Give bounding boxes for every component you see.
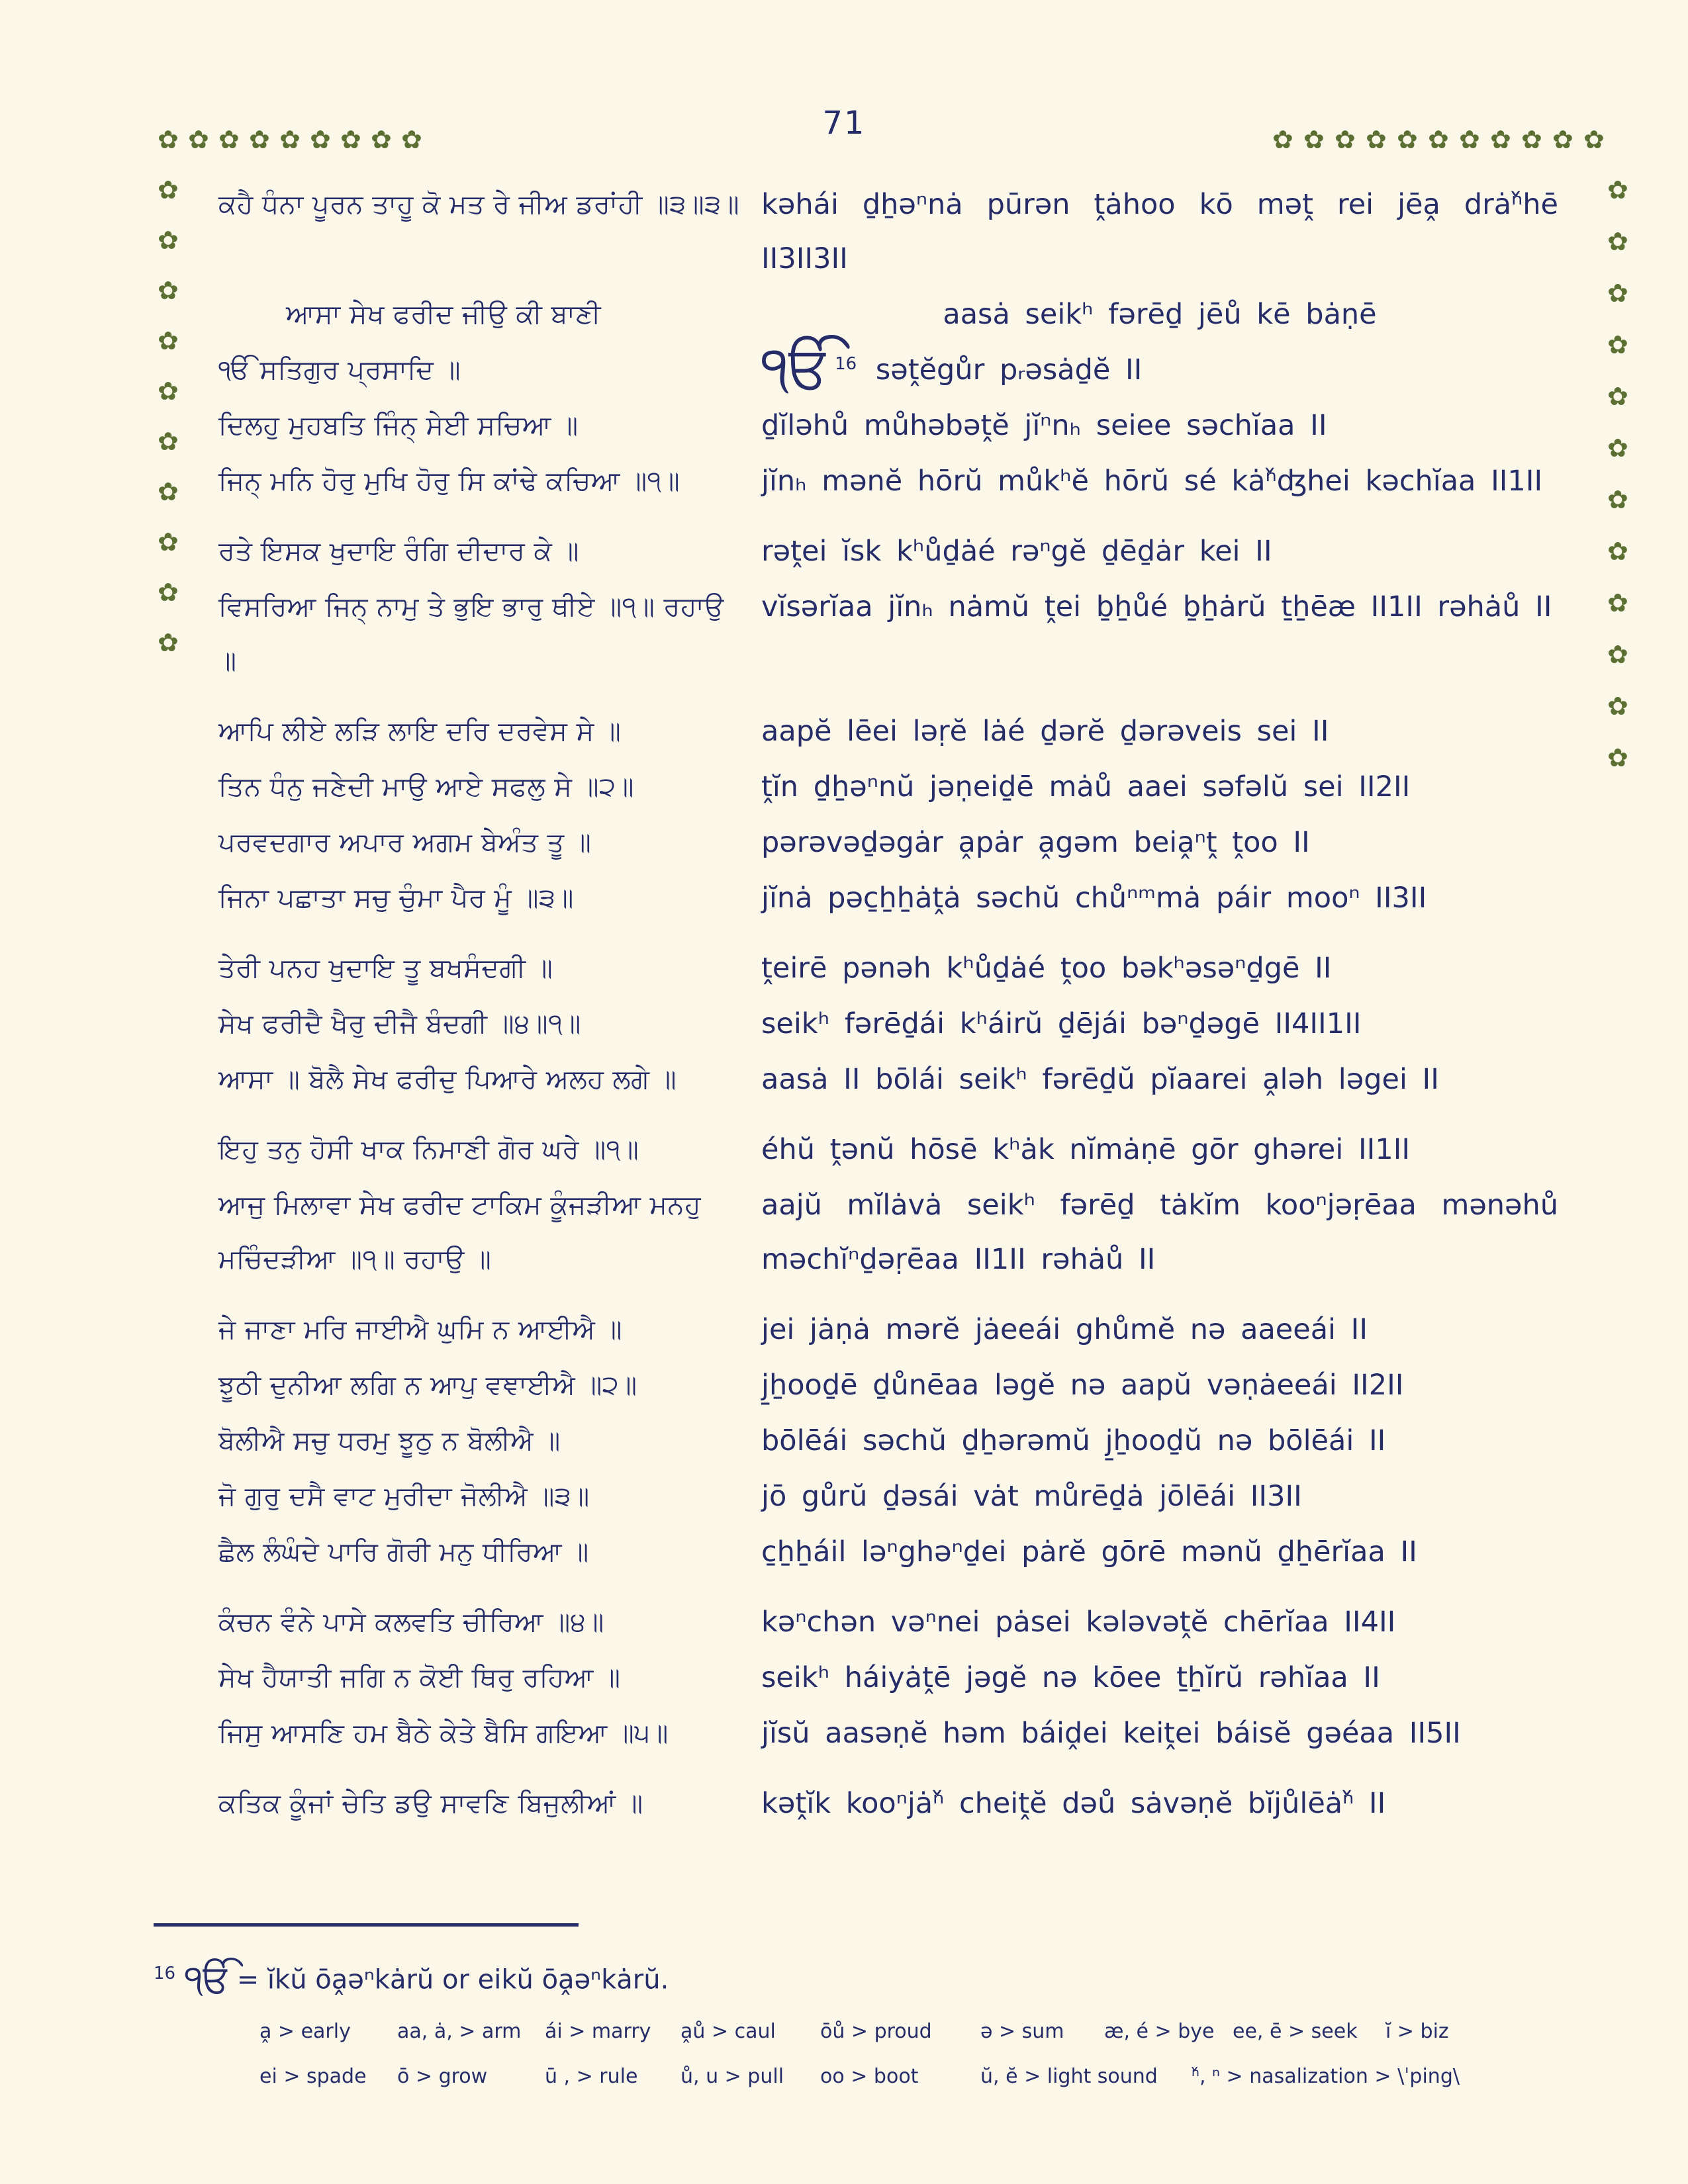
flower-icon: ✿ bbox=[1607, 692, 1628, 721]
flower-icon: ✿ bbox=[1607, 433, 1628, 463]
verse-pair-heading bbox=[218, 287, 1582, 341]
gurmukhi-line: ਕੰਚਨ ਵੰਨੇ ਪਾਸੇ ਕਲਵਤਿ ਚੀਰਿਆ ॥੪॥ bbox=[218, 1607, 604, 1637]
flower-icon: ✿ bbox=[1428, 125, 1449, 154]
transliteration-line: aajŭ mĭlȧvȧ seikʰ fərēḏ tȧkĭm kooⁿjəṛēaa mənəhů məchĭⁿḏəṛēaa II1II rəhȧů II bbox=[761, 1189, 1558, 1276]
page-number: 71 bbox=[822, 105, 866, 142]
verse-pair bbox=[218, 1052, 1582, 1107]
flower-icon: ✿ bbox=[279, 125, 301, 154]
verse-pair bbox=[218, 1414, 1582, 1468]
flower-icon: ✿ bbox=[371, 125, 392, 154]
footnote-reference: 16 bbox=[835, 353, 857, 374]
verse-pair bbox=[218, 997, 1582, 1051]
transliteration-line: éhŭ ṱənŭ hōsē kʰȧk nĭmȧṇē gōr ghərei II1II bbox=[761, 1133, 1411, 1166]
key-entry: aa, ȧ, > arm bbox=[397, 2020, 522, 2043]
verse-pair bbox=[218, 580, 1582, 688]
verse-pair bbox=[218, 524, 1582, 578]
flower-icon: ✿ bbox=[158, 125, 179, 154]
gurmukhi-line: ਬੋਲੀਐ ਸਚੁ ਧਰਮੁ ਝੂਠੁ ਨ ਬੋਲੀਐ ॥ bbox=[218, 1426, 561, 1456]
footnote bbox=[154, 1954, 669, 2002]
flower-icon: ✿ bbox=[310, 125, 331, 154]
key-entry: ⁿ̌, ⁿ > nasalization > \ˈping\ bbox=[1192, 2065, 1460, 2088]
flower-icon: ✿ bbox=[1490, 125, 1511, 154]
gurmukhi-line: ਕਹੈ ਧੰਨਾ ਪੂਰਨ ਤਾਹੂ ਕੋ ਮਤ ਰੇ ਜੀਅ ਡਰਾਂਹੀ ॥੩॥੩॥ bbox=[218, 189, 740, 220]
transliteration-line: aapĕ lēei ləṛĕ lȧé ḏərĕ ḏərəveis sei II bbox=[761, 715, 1329, 748]
flower-icon: ✿ bbox=[158, 326, 179, 355]
gurmukhi-line: ਵਿਸਰਿਆ ਜਿਨ੍ ਨਾਮੁ ਤੇ ਭੁਇ ਭਾਰੁ ਥੀਏ ॥੧॥ ਰਹਾਉ ॥ bbox=[218, 592, 724, 676]
flower-icon: ✿ bbox=[158, 477, 179, 506]
flower-icon: ✿ bbox=[158, 628, 179, 657]
gurmukhi-line: ਰਤੇ ਇਸਕ ਖੁਦਾਇ ਰੰਗਿ ਦੀਦਾਰ ਕੇ ॥ bbox=[218, 536, 579, 567]
flower-icon: ✿ bbox=[1607, 537, 1628, 566]
key-entry: a̭ > early bbox=[259, 2020, 351, 2043]
gurmukhi-line: ੴ ਸਤਿਗੁਰ ਪ੍ਰਸਾਦਿ ॥ bbox=[218, 355, 461, 385]
flower-icon: ✿ bbox=[249, 125, 270, 154]
key-entry: ái > marry bbox=[545, 2020, 651, 2043]
verse-pair bbox=[218, 1776, 1582, 1831]
verse-pair bbox=[218, 1358, 1582, 1412]
gurmukhi-line: ਪਰਵਦਗਾਰ ਅਪਾਰ ਅਗਮ ਬੇਅੰਤ ਤੂ ॥ bbox=[218, 827, 592, 858]
gurmukhi-line: ਇਹੁ ਤਨੁ ਹੋਸੀ ਖਾਕ ਨਿਮਾਣੀ ਗੋਰ ਘਰੇ ॥੧॥ bbox=[218, 1134, 639, 1165]
verse-pair bbox=[218, 1178, 1582, 1287]
flower-icon: ✿ bbox=[158, 226, 179, 255]
transliteration-line: seikʰ háiyȧṱē jəgĕ nə kōee ṯẖĭrŭ rəhĭaa II bbox=[761, 1661, 1380, 1694]
gurmukhi-line: ਆਸਾ ਸੇਖ ਫਰੀਦ ਜੀਉ ਕੀ ਬਾਣੀ bbox=[286, 299, 601, 330]
gurmukhi-line: ਕਤਿਕ ਕੂੰਜਾਂ ਚੇਤਿ ਡਉ ਸਾਵਣਿ ਬਿਜੁਲੀਆਂ ॥ bbox=[218, 1788, 643, 1819]
flower-icon: ✿ bbox=[1607, 640, 1628, 669]
transliteration-line: vĭsərĭaa jĭnₕ nȧmŭ ṱei ḇẖůé ḇẖȧrŭ ṯẖēæ II1II rəhȧů II bbox=[761, 590, 1552, 623]
transliteration-line: kəhái ḏẖəⁿnȧ pūrən ṱȧhoo kō məṱ rei jēa̭ drȧⁿ̌hē II3II3II bbox=[761, 188, 1558, 275]
verse-pair bbox=[218, 941, 1582, 995]
transliteration-line: aasȧ II bōlái seikʰ fərēḏŭ pĭaarei a̭ləh ləgei II bbox=[761, 1063, 1439, 1096]
transliteration-line: bōlēái səchŭ ḏẖərəmŭ j̱ẖooḏŭ nə bōlēái II bbox=[761, 1424, 1386, 1457]
flower-icon: ✿ bbox=[401, 125, 422, 154]
gurmukhi-line: ਜੋ ਗੁਰੁ ਦਸੈ ਵਾਟ ਮੁਰੀਦਾ ਜੋਲੀਐ ॥੩॥ bbox=[218, 1481, 590, 1512]
flower-icon: ✿ bbox=[1303, 125, 1325, 154]
flower-icon: ✿ bbox=[158, 527, 179, 557]
flower-icon: ✿ bbox=[1607, 227, 1628, 256]
transliteration-line: kəṱĭk kooⁿjȧⁿ̌ cheiṱĕ dəů sȧvəṇĕ bĭjůlēȧⁿ̌ II bbox=[761, 1787, 1386, 1820]
key-entry: ei > spade bbox=[259, 2065, 367, 2088]
verse-columns bbox=[218, 177, 1582, 1832]
transliteration-line: c̱ẖẖáil ləⁿghəⁿḏei pȧrĕ gōrē mənŭ ḏẖērĭaa II bbox=[761, 1535, 1417, 1569]
flower-icon: ✿ bbox=[1459, 125, 1480, 154]
gurmukhi-line: ਜਿਨਾ ਪਛਾਤਾ ਸਚੁ ਚੁੰਮਾ ਪੈਰ ਮੂੰ ॥੩॥ bbox=[218, 883, 574, 913]
transliteration-line: aasȧ seikʰ fərēḏ jēů kē bȧṇē bbox=[943, 298, 1377, 331]
flower-icon: ✿ bbox=[158, 427, 179, 456]
gurmukhi-line: ਸੇਖ ਫਰੀਦੈ ਖੈਰੁ ਦੀਜੈ ਬੰਦਗੀ ॥੪॥੧॥ bbox=[218, 1009, 581, 1039]
transliteration-line: jĭsŭ aasəṇĕ həm báiḓei keiṱei báisĕ gəéaa II5II bbox=[761, 1717, 1461, 1750]
gurmukhi-line: ਦਿਲਹੁ ਮੁਹਬਤਿ ਜਿੰਨ੍ ਸੇਈ ਸਚਿਆ ॥ bbox=[218, 410, 579, 441]
gurmukhi-line: ਆਸਾ ॥ ਬੋਲੈ ਸੇਖ ਫਰੀਦੁ ਪਿਆਰੇ ਅਲਹ ਲਗੇ ॥ bbox=[218, 1064, 677, 1095]
flower-icon: ✿ bbox=[158, 377, 179, 406]
key-entry: ĭ > biz bbox=[1385, 2020, 1449, 2043]
verse-pair bbox=[218, 1595, 1582, 1649]
transliteration-line: jō gůrŭ ḏəsái vȧt můrēḏȧ jōlēái II3II bbox=[761, 1480, 1302, 1513]
transliteration-line: rəṱei ĭsk kʰůḏȧé rəⁿgĕ ḏēḏȧr kei II bbox=[761, 535, 1272, 568]
gurmukhi-line: ਆਜੁ ਮਿਲਾਵਾ ਸੇਖ ਫਰੀਦ ਟਾਕਿਮ ਕੂੰਜੜੀਆ ਮਨਹੁ ਮਚਿੰਦੜੀਆ ॥੧॥ ਰਹਾਉ ॥ bbox=[218, 1190, 702, 1275]
verse-pair bbox=[218, 815, 1582, 870]
verse-pair bbox=[218, 1706, 1582, 1760]
gurmukhi-line: ਛੈਲ ਲੰਘੰਦੇ ਪਾਰਿ ਗੋਰੀ ਮਨੁ ਧੀਰਿਆ ॥ bbox=[218, 1537, 589, 1567]
transliteration-line: seikʰ fərēḏái kʰáirŭ ḏējái bəⁿḏəgē II4II1II bbox=[761, 1007, 1362, 1040]
verse-pair bbox=[218, 454, 1582, 508]
ek-onkar-symbol: ੴ bbox=[185, 1956, 232, 2002]
flower-icon: ✿ bbox=[1366, 125, 1387, 154]
flower-icon: ✿ bbox=[158, 276, 179, 305]
verse-pair bbox=[218, 1302, 1582, 1357]
verse-pair bbox=[218, 1525, 1582, 1579]
flower-icon: ✿ bbox=[188, 125, 209, 154]
transliteration-line: ṱĭn ḏẖəⁿnŭ jəṇeiḏē mȧů aaei səfəlŭ sei II2II bbox=[761, 770, 1411, 803]
verse-pair bbox=[218, 1651, 1582, 1705]
flower-icon: ✿ bbox=[1607, 330, 1628, 359]
verse-pair-invocation bbox=[218, 333, 1582, 401]
key-entry: ee, ē > seek bbox=[1233, 2020, 1358, 2043]
flower-icon: ✿ bbox=[1552, 125, 1573, 154]
gurmukhi-line: ਜਿਸੁ ਆਸਣਿ ਹਮ ਬੈਠੇ ਕੇਤੇ ਬੈਸਿ ਗਇਆ ॥੫॥ bbox=[218, 1718, 669, 1749]
gurmukhi-line: ਆਪਿ ਲੀਏ ਲੜਿ ਲਾਇ ਦਰਿ ਦਰਵੇਸ ਸੇ ॥ bbox=[218, 716, 622, 747]
flower-icon: ✿ bbox=[1397, 125, 1418, 154]
gurmukhi-line: ਝੂਠੀ ਦੁਨੀਆ ਲਗਿ ਨ ਆਪੁ ਵਞਾਈਐ ॥੨॥ bbox=[218, 1370, 637, 1400]
gurmukhi-line: ਜਿਨ੍ ਮਨਿ ਹੋਰੁ ਮੁਖਿ ਹੋਰੁ ਸਿ ਕਾਂਢੇ ਕਚਿਆ ॥੧॥ bbox=[218, 466, 680, 496]
flower-icon: ✿ bbox=[1607, 382, 1628, 411]
key-entry: ŭ, ĕ > light sound bbox=[980, 2065, 1158, 2088]
key-entry: oo > boot bbox=[820, 2065, 919, 2088]
key-entry: æ, é > bye bbox=[1104, 2020, 1215, 2043]
footnote-number: 16 bbox=[154, 1964, 176, 1983]
flower-icon: ✿ bbox=[1335, 125, 1356, 154]
flower-icon: ✿ bbox=[1272, 125, 1293, 154]
flower-icon: ✿ bbox=[1583, 125, 1605, 154]
key-entry: ů, u > pull bbox=[680, 2065, 784, 2088]
key-entry: a̭ů > caul bbox=[680, 2020, 776, 2043]
ek-onkar-symbol: ੴ bbox=[761, 333, 833, 401]
flower-icon: ✿ bbox=[218, 125, 240, 154]
verse-pair bbox=[218, 704, 1582, 758]
transliteration-line: jĭnₕ mənĕ hōrŭ můkʰĕ hōrŭ sé kȧⁿ̌ʤhei kəchĭaa II1II bbox=[761, 465, 1543, 498]
transliteration-line: ṱeirē pənəh kʰůḏȧé ṱoo bəkʰəsəⁿḏgē II bbox=[761, 952, 1332, 985]
verse-pair bbox=[218, 398, 1582, 453]
flower-icon: ✿ bbox=[158, 578, 179, 607]
flower-icon: ✿ bbox=[158, 175, 179, 205]
flower-icon: ✿ bbox=[1521, 125, 1542, 154]
key-entry: ə > sum bbox=[980, 2020, 1064, 2043]
flower-icon: ✿ bbox=[1607, 175, 1628, 205]
gurmukhi-line: ਜੇ ਜਾਣਾ ਮਰਿ ਜਾਈਐ ਘੁਮਿ ਨ ਆਈਐ ॥ bbox=[218, 1314, 622, 1345]
key-entry: ū , > rule bbox=[545, 2065, 638, 2088]
flower-icon: ✿ bbox=[1607, 743, 1628, 772]
transliteration-line: jĭnȧ pəc̱ẖẖȧṱȧ səchŭ chůⁿᵐmȧ páir mooⁿ II3II bbox=[761, 882, 1427, 915]
flower-icon: ✿ bbox=[1607, 588, 1628, 617]
transliteration-line: kəⁿchən vəⁿnei pȧsei kələvəṱĕ chērĭaa II4II bbox=[761, 1606, 1396, 1639]
flower-icon: ✿ bbox=[1607, 485, 1628, 514]
transliteration-line: j̱ẖooḏē ḏůnēaa ləgĕ nə aapŭ vəṇȧeeái II2II bbox=[761, 1369, 1404, 1402]
transliteration-text: səṱĕgůr pᵣəsȧḏĕ II bbox=[875, 353, 1143, 387]
verse-pair bbox=[218, 871, 1582, 925]
verse-pair bbox=[218, 1469, 1582, 1524]
verse-pair bbox=[218, 760, 1582, 814]
transliteration-line bbox=[761, 333, 1575, 401]
gurmukhi-line: ਤਿਨ ਧੰਨੁ ਜਣੇਦੀ ਮਾਉ ਆਏ ਸਫਲੁ ਸੇ ॥੨॥ bbox=[218, 772, 634, 802]
flower-icon: ✿ bbox=[1607, 279, 1628, 308]
transliteration-line: ḏĭləhů můhəbəṱĕ jĭⁿnₕ seiee səchĭaa II bbox=[761, 409, 1327, 442]
key-entry: ōů > proud bbox=[820, 2020, 932, 2043]
gurmukhi-line: ਤੇਰੀ ਪਨਹ ਖੁਦਾਇ ਤੂ ਬਖਸੰਦਗੀ ॥ bbox=[218, 953, 553, 983]
verse-pair bbox=[218, 1122, 1582, 1177]
gurmukhi-line: ਸੇਖ ਹੈਯਾਤੀ ਜਗਿ ਨ ਕੋਈ ਥਿਰੁ ਰਹਿਆ ॥ bbox=[218, 1662, 621, 1693]
footnote-divider-line bbox=[154, 1923, 579, 1927]
key-entry: ō > grow bbox=[397, 2065, 488, 2088]
transliteration-line: jei jȧṇȧ mərĕ jȧeeái ghůmĕ nə aaeeái II bbox=[761, 1313, 1368, 1346]
verse-pair bbox=[218, 177, 1582, 286]
transliteration-line: pərəvəḏəgȧr a̭pȧr a̭gəm beia̭ⁿṱ ṱoo II bbox=[761, 826, 1310, 859]
flower-icon: ✿ bbox=[340, 125, 361, 154]
footnote-text: = ĭkŭ ōa̭əⁿkȧrŭ or eikŭ ōa̭əⁿkȧrŭ. bbox=[236, 1964, 669, 1995]
